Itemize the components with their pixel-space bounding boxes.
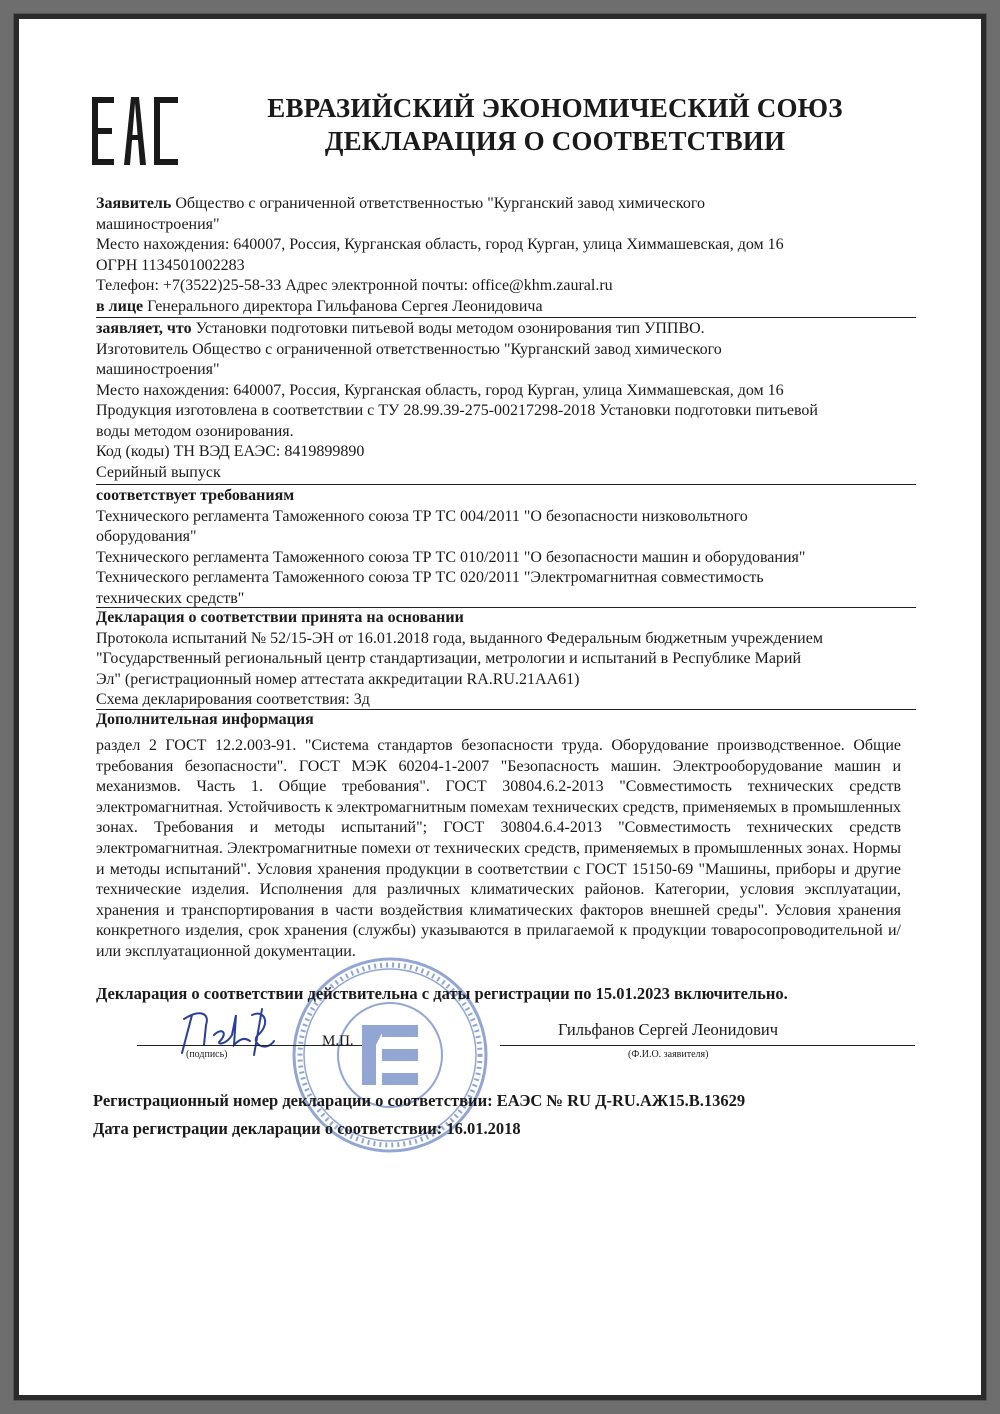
requirements-section [96, 486, 916, 609]
requirement-3: Технического регламента Таможенного союза ТР ТС 020/2011 "Электромагнитная совместимость [96, 569, 764, 586]
registration-number: Регистрационный номер декларации о соответствии: ЕАЭС № RU Д-RU.АЖ15.В.13629 [93, 1091, 746, 1110]
name-caption: (Ф.И.О. заявителя) [628, 1049, 709, 1060]
additional-label: Дополнительная информация [96, 711, 314, 728]
applicant-ogrn: ОГРН 1134501002283 [96, 256, 245, 274]
name-line [500, 1045, 915, 1046]
seal-place-label: М.П. [322, 1033, 354, 1049]
basis-line-3: Эл" (регистрационный номер аттестата аккредитации RA.RU.21AA61) [96, 670, 580, 688]
applicant-address: Место нахождения: 640007, Россия, Курганская область, город Курган, улица Химмашевская, дом 16 [96, 236, 784, 253]
person-label: в лице [96, 297, 144, 315]
eac-logo [90, 95, 182, 167]
requirement-1: Технического регламента Таможенного союза ТР ТС 004/2011 "О безопасности низковольтного [96, 507, 748, 525]
additional-text: раздел 2 ГОСТ 12.2.003-91. "Система стандартов безопасности труда. Оборудование производственное. Общие требования безопасности". ГОСТ МЭК 60204-1-2007 "Безопасность машин. Электрооборудование машин и механизмов. Часть 1. Общие требования". ГОСТ 30804.6.2-2013 "Совместимость технических средств электромагнитная. Устойчивость к электромагнитным помехам технических средств, применяемых в промышленных зонах. Требования и методы испытаний"; ГОСТ 30804.6.4-2013 "Совместимость технических средств электромагнитная. Электромагнитные помехи от технических средств, применяемых в промышленных зонах. Нормы и методы испытаний". Условия хранения продукции в соответствии с ГОСТ 15150-69 "Машины, приборы и другие технические изделия. Исполнения для различных климатических районов. Категории, условия эксплуатации, хранения и транспортирования в части воздействия климатических факторов внешней среды". Условия хранения конкретного изделия, срок хранения (службы) указываются в прилагаемой к продукции товаросопроводительной и/или эксплуатационной документации. [96, 737, 901, 960]
declaration-scheme: Схема декларирования соответствия: 3д [96, 691, 370, 708]
tu-line-cont: воды методом озонирования. [96, 422, 294, 440]
validity-statement: Декларация о соответствии действительна с даты регистрации по 15.01.2023 включительно. [96, 984, 788, 1003]
manufacturer: Изготовитель Общество с ограниченной ответственностью "Курганский завод химического [96, 340, 722, 358]
tu-line: Продукция изготовлена в соответствии с ТУ 28.99.39-275-00217298-2018 Установки подготовки питьевой [96, 402, 818, 419]
manufacturer-address: Место нахождения: 640007, Россия, Курганская область, город Курган, улица Химмашевская, дом 16 [96, 381, 784, 399]
basis-line-1: Протокола испытаний № 52/15-ЭН от 16.01.2018 года, выданного Федеральным бюджетным учреждением [96, 629, 823, 647]
requirement-1-cont: оборудования" [96, 528, 197, 545]
signer-name: Гильфанов Сергей Леонидович [558, 1020, 778, 1039]
applicant-section [96, 194, 916, 317]
basis-section [96, 608, 916, 711]
hs-code: Код (коды) ТН ВЭД ЕАЭС: 8419899890 [96, 443, 365, 460]
basis-label: Декларация о соответствии принята на основании [96, 609, 464, 626]
title-line-declaration: ДЕКЛАРАЦИЯ О СООТВЕТСТВИИ [324, 126, 786, 156]
applicant-contacts: Телефон: +7(3522)25-58-33 Адрес электронной почты: office@khm.zaural.ru [96, 277, 613, 294]
manufacturer-cont: машиностроения" [96, 361, 220, 378]
declares-label: заявляет, что [96, 320, 192, 337]
declares-section [96, 319, 916, 483]
applicant-label: Заявитель [96, 195, 172, 212]
title-line-union: ЕВРАЗИЙСКИЙ ЭКОНОМИЧЕСКИЙ СОЮЗ [267, 93, 843, 123]
serial-release: Серийный выпуск [96, 463, 221, 481]
applicant-name: Общество с ограниченной ответственностью "Курганский завод химического [171, 195, 705, 212]
divider [96, 484, 916, 485]
registration-date: Дата регистрации декларации о соответствии: 16.01.2018 [93, 1119, 521, 1138]
basis-line-2: "Государственный региональный центр стандартизации, метрологии и испытаний в Республике Марий [96, 650, 802, 667]
applicant-person: Генерального директора Гильфанова Сергея Леонидовича [143, 297, 543, 315]
requirements-label: соответствует требованиям [96, 487, 295, 504]
product-name: Установки подготовки питьевой воды методом озонирования тип УППВО. [191, 320, 705, 337]
requirement-3-cont: технических средств" [96, 589, 245, 607]
divider [96, 317, 916, 318]
document-title [245, 92, 865, 158]
applicant-name-cont: машиностроения" [96, 215, 220, 233]
requirement-2: Технического регламента Таможенного союза ТР ТС 010/2011 "О безопасности машин и оборудования" [96, 548, 806, 566]
signature-caption: (подпись) [186, 1049, 228, 1060]
